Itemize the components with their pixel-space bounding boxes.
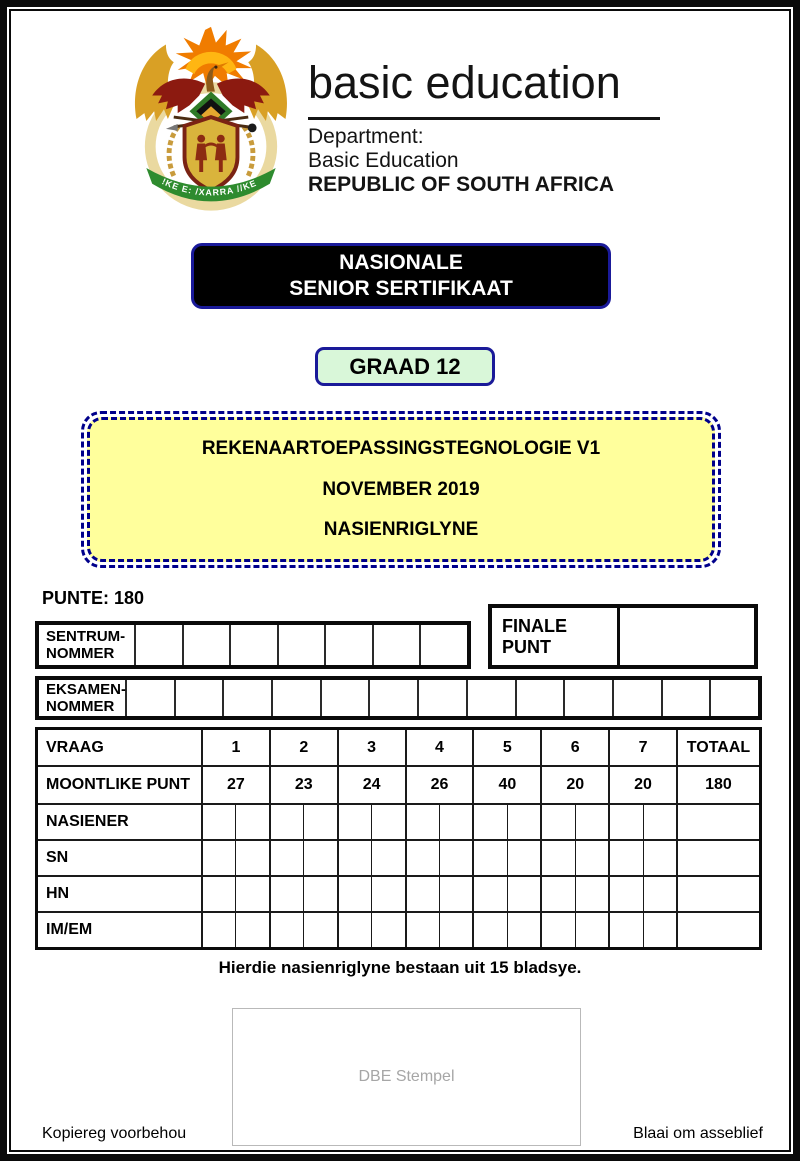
sign-subcell-b [644,913,676,947]
subject-panel [81,411,721,568]
entry-cell [127,680,176,716]
south-africa-coat-of-arms-icon [120,23,302,219]
entry-cell [273,680,322,716]
sign-cell-q4 [405,805,473,839]
sign-subcell-a [339,841,372,875]
sign-subcell-a [203,805,236,839]
sign-cell-total [676,913,759,947]
sign-cell-q7 [608,805,676,839]
shield [185,117,238,191]
centre-number-strip [35,621,471,669]
certificate-line1: NASIONALE [339,251,463,274]
sign-cell-q6 [540,805,608,839]
entry-cell [322,680,371,716]
sign-cell-q6 [540,913,608,947]
possible-marks-total: 180 [676,767,759,803]
sign-subcell-a [271,877,304,911]
sign-subcell-b [440,841,472,875]
table-row [38,730,759,765]
stamp-placeholder: DBE Stempel [358,1068,455,1085]
turn-over-note: Blaai om asseblief [633,1125,763,1142]
sign-subcell-b [236,805,268,839]
sign-subcell-a [407,913,440,947]
entry-cell [711,680,758,716]
question-row-label: VRAAG [46,738,104,756]
table-row [38,803,759,839]
sign-subcell-a [339,805,372,839]
entry-cell [468,680,517,716]
sign-subcell-b [372,805,404,839]
sign-subcell-b [644,805,676,839]
sign-subcell-a [610,841,643,875]
sign-cell-q4 [405,877,473,911]
certificate-banner [191,243,611,309]
sign-subcell-b [440,913,472,947]
sign-subcell-b [372,913,404,947]
sign-subcell-a [407,877,440,911]
marks-table [35,727,762,950]
sign-row-label: HN [46,885,70,902]
entry-cell [184,625,232,665]
subject-title: REKENAARTOEPASSINGSTEGNOLOGIE V1 [201,438,601,460]
sign-subcell-b [576,805,608,839]
question-col-5: 5 [472,730,540,765]
sign-cell-q5 [472,877,540,911]
sign-subcell-b [304,805,336,839]
sign-subcell-a [610,913,643,947]
question-col-6: 6 [540,730,608,765]
sign-cell-q1 [201,877,269,911]
centre-number-cells [136,625,467,665]
sign-subcell-b [304,913,336,947]
marks-value: 180 [114,588,145,608]
brand-wordmark: basic education [308,57,621,108]
certificate-line2: SENIOR SERTIFIKAAT [289,277,513,300]
sign-cell-q2 [269,805,337,839]
sign-subcell-a [203,913,236,947]
entry-cell [663,680,712,716]
sign-cell-q3 [337,877,405,911]
sign-subcell-b [372,841,404,875]
question-col-4: 4 [405,730,473,765]
question-col-3: 3 [337,730,405,765]
centre-number-label: SENTRUM- NOMMER [39,625,136,665]
sign-subcell-a [271,841,304,875]
sign-subcell-a [474,913,507,947]
sign-cell-total [676,841,759,875]
total-marks-line [42,588,144,609]
sign-subcell-a [610,805,643,839]
brand-underline [308,117,660,120]
sign-cell-q5 [472,841,540,875]
entry-cell [136,625,184,665]
possible-marks-q4: 26 [405,767,473,803]
sign-subcell-b [440,805,472,839]
sign-cell-q5 [472,913,540,947]
entry-cell [326,625,374,665]
entry-cell [224,680,273,716]
sign-subcell-a [271,913,304,947]
entry-cell [370,680,419,716]
table-row [38,765,759,803]
sign-cell-total [676,805,759,839]
exam-number-strip [35,676,762,720]
entry-cell [231,625,279,665]
sign-cell-q2 [269,877,337,911]
department-block [308,125,614,197]
question-col-1: 1 [201,730,269,765]
sign-subcell-a [474,841,507,875]
sign-subcell-a [542,913,575,947]
sign-subcell-b [236,877,268,911]
sign-cell-q2 [269,841,337,875]
sign-subcell-b [508,877,540,911]
exam-number-cells [127,680,758,716]
sign-subcell-a [542,841,575,875]
final-mark-box [488,604,758,669]
entry-cell [517,680,566,716]
final-mark-label: FINALE PUNT [492,608,620,665]
possible-marks-q6: 20 [540,767,608,803]
stamp-box [232,1008,581,1146]
sign-row-label: NASIENER [46,813,129,830]
republic-line: REPUBLIC OF SOUTH AFRICA [308,173,615,196]
final-mark-value [620,608,754,665]
sign-subcell-b [508,913,540,947]
department-line: Department: [308,125,424,148]
sign-cell-q1 [201,805,269,839]
sign-subcell-a [407,841,440,875]
sign-subcell-a [339,913,372,947]
sign-subcell-a [203,841,236,875]
sign-row-label: IM/EM [46,921,93,938]
sign-subcell-a [474,877,507,911]
sign-subcell-a [271,805,304,839]
sign-cell-q7 [608,841,676,875]
sign-subcell-a [610,877,643,911]
sign-subcell-b [304,841,336,875]
sign-cell-total [676,877,759,911]
entry-cell [565,680,614,716]
sign-subcell-b [304,877,336,911]
sign-cell-q6 [540,841,608,875]
sign-subcell-b [236,841,268,875]
sign-cell-q3 [337,805,405,839]
sign-cell-q4 [405,841,473,875]
total-col-label: TOTAAL [676,730,759,765]
entry-cell [419,680,468,716]
question-col-7: 7 [608,730,676,765]
sign-subcell-b [576,841,608,875]
possible-marks-label: MOONTLIKE PUNT [46,776,190,793]
sign-subcell-a [407,805,440,839]
sign-subcell-a [542,877,575,911]
sign-cell-q7 [608,913,676,947]
motto-text: !KE E: /XARRA //KE [160,176,259,198]
sign-subcell-b [508,841,540,875]
exam-number-label: EKSAMEN- NOMMER [39,680,127,716]
entry-cell [176,680,225,716]
sign-subcell-b [508,805,540,839]
sign-cell-q1 [201,841,269,875]
question-col-2: 2 [269,730,337,765]
exam-session: NOVEMBER 2019 [322,478,480,500]
entry-cell [614,680,663,716]
possible-marks-q1: 27 [201,767,269,803]
table-row [38,875,759,911]
sun-icon [176,27,252,88]
sign-cell-q3 [337,841,405,875]
sign-subcell-a [203,877,236,911]
sign-cell-q2 [269,913,337,947]
sign-cell-q5 [472,805,540,839]
sign-cell-q4 [405,913,473,947]
possible-marks-q3: 24 [337,767,405,803]
grade-badge: GRAAD 12 [315,347,495,386]
possible-marks-q7: 20 [608,767,676,803]
sign-cell-q3 [337,913,405,947]
document-type: NASIENRIGLYNE [323,518,479,540]
sign-subcell-b [644,841,676,875]
sign-subcell-b [644,877,676,911]
table-row [38,839,759,875]
sign-subcell-b [372,877,404,911]
sign-cell-q7 [608,877,676,911]
sign-subcell-a [339,877,372,911]
table-row [38,911,759,947]
page-count-note: Hierdie nasienriglyne bestaan uit 15 bladsye. [218,958,582,977]
copyright-note: Kopiereg voorbehou [42,1125,187,1142]
sign-subcell-b [576,913,608,947]
sign-cell-q1 [201,913,269,947]
sign-subcell-b [236,913,268,947]
possible-marks-q5: 40 [472,767,540,803]
sign-row-label: SN [46,849,69,866]
entry-cell [374,625,422,665]
entry-cell [279,625,327,665]
entry-cell [421,625,467,665]
marks-label: PUNTE: [42,588,109,608]
sign-subcell-b [576,877,608,911]
department-name: Basic Education [308,149,459,172]
sign-cell-q6 [540,877,608,911]
possible-marks-q2: 23 [269,767,337,803]
sign-subcell-a [542,805,575,839]
sign-subcell-a [474,805,507,839]
sign-subcell-b [440,877,472,911]
